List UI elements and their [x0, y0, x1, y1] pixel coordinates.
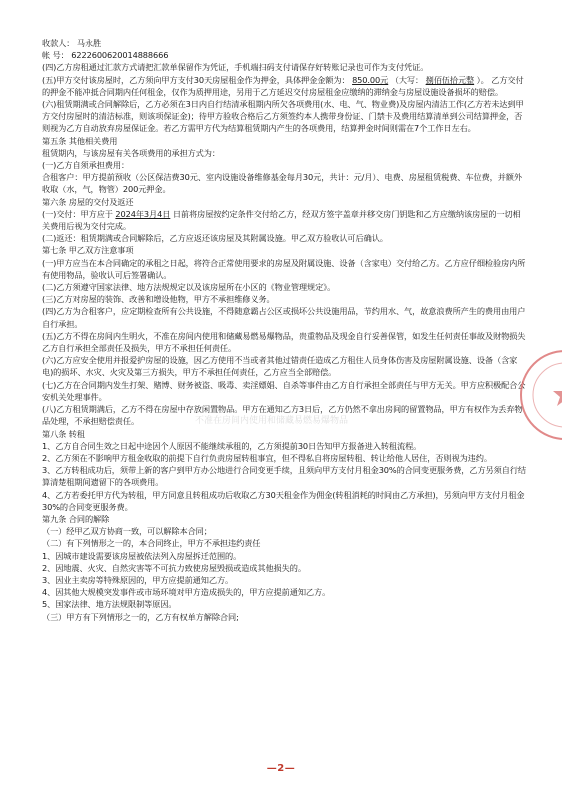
- deposit-amount: 850.00元: [352, 74, 389, 85]
- paragraph: 3、因业主卖房等特殊原因的，甲方应提前通知乙方。: [42, 574, 234, 585]
- payee-account: 6222600620014888666: [71, 50, 169, 61]
- paragraph: 2、因地震、火灾、自然灾害等不可抗力致使房屋毁损或造成其他损失的。: [42, 562, 306, 573]
- handover-rest: 日前将房屋按约定条件交付给乙方，经双方签字盖章并移交房门钥匙和乙方应缴纳该房屋的一切相关费用后视为交付完成。: [42, 208, 521, 232]
- page-number: —2—: [266, 763, 296, 774]
- section-heading: 第六条 房屋的交付及返还: [42, 196, 134, 207]
- paragraph: 1、乙方自合同生效之日起中途因个人原因不能继续承租的，乙方须提前30日告知甲方报备进入转租流程。: [42, 440, 422, 451]
- paragraph: （二）有下列情形之一的，本合同终止，甲方不承担违约责任: [42, 538, 261, 549]
- paragraph: (七)乙方在合同期内发生打架、赌博、财务被盗、吸毒、卖淫嫖娼、自杀等事件由乙方自行承担全部责任与甲方无关。甲方应积极配合公安机关处理事件。: [42, 379, 526, 402]
- watermark-text: 不准在房间内使用和储藏易燃易爆物品: [195, 416, 349, 426]
- paragraph: 合租客户：甲方提前预收（公区保洁费30元、室内设施设备维修基金每月30元，共计：元/月）、电费、房屋租赁税费、车位费，并额外收取（水，气，物管）200元押金。: [42, 172, 522, 195]
- payee-name: 马永胜: [76, 38, 102, 48]
- section-heading: 第五条 其他相关费用: [42, 135, 118, 146]
- deposit-tail: ）。: [476, 74, 489, 85]
- paragraph: (六)租赁期满或合同解除后，乙方必须在3日内自行结清承租期内所欠各项费用(水、电、气、物业费)及房屋内清洁工作(乙方若未达到甲方交付房屋时的清洁标准，则该项保证金)；待甲方验收合格后乙方须签约本人携带身份证、门禁卡及费用结算清单到公司结算押金，否则视为乙方自动放弃房屋保证金。若乙方需甲方代为结算租赁期内产生的各项费用，结算押金时间则需在7个工作日左右。: [42, 99, 524, 134]
- paragraph: (二)乙方须遵守国家法律、地方法规规定以及该房屋所在小区的《物业管理规定》。: [42, 282, 336, 293]
- paragraph: 3、乙方转租成功后，须带上新的客户到甲方办公地进行合同变更手续，且须向甲方支付月租金30%的合同变更服务费，乙方另须自行结算清楚租期间遗留下的各项费用。: [42, 465, 526, 488]
- paragraph: 租赁期内，与该房屋有关各项费用的承担方式为：: [42, 147, 220, 158]
- section-heading: 第九条 合同的解除: [42, 513, 110, 524]
- section-heading: 第七条 甲乙双方注意事项: [42, 245, 134, 256]
- seal-icon: [522, 352, 562, 438]
- payee-account-line: [42, 49, 526, 61]
- handover-date: 2024年3月4日: [115, 208, 171, 219]
- paragraph: 5、国家法律、地方法规限制等原因。: [42, 599, 177, 610]
- paragraph: （三）甲方有下列情形之一的，乙方有权单方解除合同;: [42, 611, 239, 622]
- paragraph: 4、因其他大规模突发事件或市场环境对甲方造成损失的，甲方应提前通知乙方。: [42, 587, 331, 598]
- handover-paragraph: [42, 208, 526, 232]
- red-seal-stamp: [520, 350, 562, 440]
- deposit-uppercase: 捌佰伍拾元整: [425, 74, 475, 85]
- section-heading: 第八条 转租: [42, 428, 85, 439]
- deposit-rest: 乙方交付的押金不能冲抵合同期内任何租金，仅作为质押用途，另用于乙方延迟交付房屋租金应缴纳的滞纳金与房屋设施设备损坏的赔偿。: [42, 74, 524, 97]
- payee-name-label: 收款人：: [42, 38, 75, 48]
- document-body: [42, 37, 526, 623]
- handover-intro: (一)交付：甲方应于: [42, 208, 113, 219]
- paragraph: (一)乙方自须承担费用：: [42, 160, 130, 171]
- deposit-intro: (五)甲方交付该房屋时，乙方须向甲方支付30天房屋租金作为押金，具体押金金额为：: [42, 74, 350, 85]
- deposit-uppercase-label: （大写：: [390, 74, 424, 85]
- paragraph: 2、乙方须在不影响甲方租金收取的前提下自行负责房屋转租事宜，但不得私自将房屋转租、转让给他人居住，否则视为违约。: [42, 452, 492, 463]
- paragraph: (八)乙方租赁期满后，乙方不得在房屋中存放闲置物品。甲方在通知乙方3日后，乙方仍然不拿出房间的留置物品，甲方有权作为丢弃物品处理，不承担赔偿责任。: [42, 404, 523, 427]
- paragraph: (六)乙方应安全使用并报爱护房屋的设施，因乙方使用不当或者其他过错责任造成乙方租住人员身体伤害及房屋附属设施、设备（含家电)的损坏、水灾、火灾及第三方损失，甲方不承担任何责任，乙方应当全部赔偿。: [42, 355, 518, 378]
- paragraph: (二)返还：租赁期满或合同解除后，乙方应返还该房屋及其附属设施。甲乙双方验收认可后确认。: [42, 233, 388, 244]
- paragraph: (四)乙方为合租客户，应定期检查所有公共设施，不得随意霸占公区或损坏公共设施用品，节约用水、气，故意浪费所产生的费用由用户自行承担。: [42, 306, 526, 329]
- paragraph: 4、乙方若委托甲方代为转租，甲方同意且转租成功后收取乙方30天租金作为佣金(转租消耗的时间由乙方承担)，另须向甲方支付月租金30%的合同变更服务费。: [42, 489, 525, 512]
- deposit-paragraph: [42, 74, 526, 98]
- paragraph: (四)乙方房租通过汇款方式请把汇款单保留作为凭证，手机端扫码支付请保存好转账记录也可作为支付凭证。: [42, 62, 429, 73]
- payee-account-label: 帐 号：: [42, 50, 69, 61]
- paragraph: （一）经甲乙双方协商一致，可以解除本合同；: [42, 526, 212, 537]
- payee-name-line: [42, 37, 526, 49]
- paragraph: (五)乙方不得在房间内生明火，不准在房间内使用和储藏易燃易爆物品，贵重物品及现金自行妥善保管，如发生任何责任事故及财物损失乙方自行承担全部责任及损失，甲方不承担任何责任。: [42, 330, 526, 354]
- paragraph: 1、因城市建设需要该房屋被依法列入房屋拆迁范围的。: [42, 550, 242, 561]
- paragraph: (三)乙方对房屋的装饰、改善和增设他物，甲方不承担维修义务。: [42, 294, 275, 305]
- paragraph: (一)甲方应当在本合同确定的承租之日起，将符合正常使用要求的房屋及附属设施、设备（含家电）交付给乙方。乙方应仔细检验房内所有使用物品，验收认可后签署确认。: [42, 257, 526, 280]
